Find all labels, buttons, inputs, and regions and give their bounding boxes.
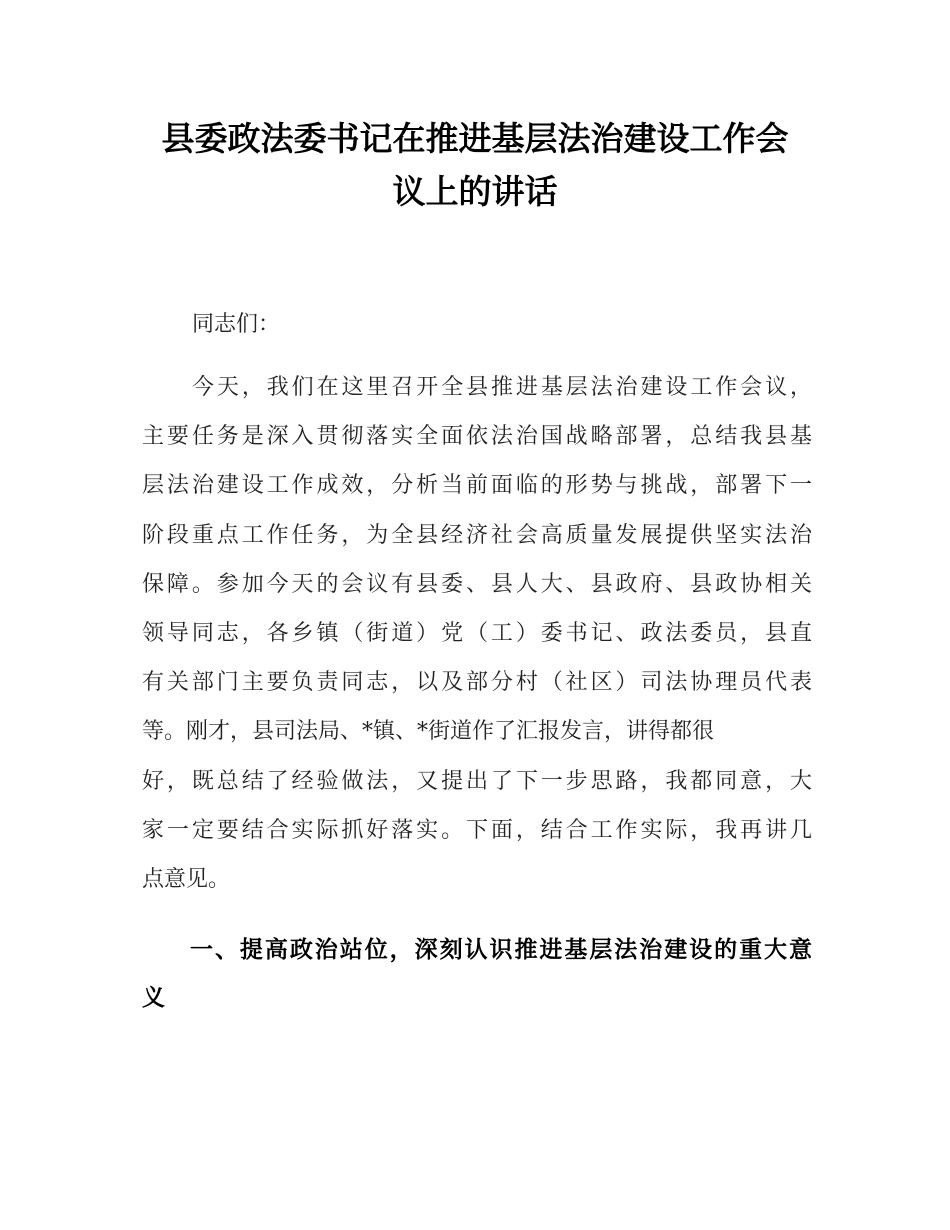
paragraph-line: 领导同志，各乡镇（街道）党（工）委书记、政法委员，县直 [142, 620, 812, 646]
heading-line: 义 [142, 985, 165, 1011]
paragraph-line: 有关部门主要负责同志，以及部分村（社区）司法协理员代表 [142, 670, 812, 696]
section-heading-1 [142, 929, 812, 1025]
title-line-2: 议上的讲话 [392, 172, 558, 211]
paragraph-line: 保障。参加今天的会议有县委、县人大、县政府、县政协相关 [142, 571, 812, 597]
salutation: 同志们： [192, 312, 281, 337]
paragraph-line: 等。刚才，县司法局、*镇、*街道作了汇报发言，讲得都很 [142, 719, 715, 745]
paragraph-line: 主要任务是深入贯彻落实全面依法治国战略部署，总结我县基 [142, 424, 812, 450]
paragraph-line: 层法治建设工作成效，分析当前面临的形势与挑战，部署下一 [142, 473, 812, 499]
paragraph-line: 点意见。 [142, 866, 231, 892]
heading-line: 一、提高政治站位，深刻认识推进基层法治建设的重大意 [190, 937, 812, 963]
paragraph-line: 家一定要结合实际抓好落实。下面，结合工作实际，我再讲几 [142, 817, 812, 843]
title-line-1: 县委政法委书记在推进基层法治建设工作会 [161, 119, 789, 158]
paragraph-line: 好，既总结了经验做法，又提出了下一步思路，我都同意，大 [142, 768, 812, 794]
document-title [140, 112, 810, 218]
intro-paragraph [142, 368, 812, 909]
paragraph-line: 阶段重点工作任务，为全县经济社会高质量发展提供坚实法治 [142, 522, 812, 548]
paragraph-line: 今天，我们在这里召开全县推进基层法治建设工作会议， [192, 375, 812, 400]
